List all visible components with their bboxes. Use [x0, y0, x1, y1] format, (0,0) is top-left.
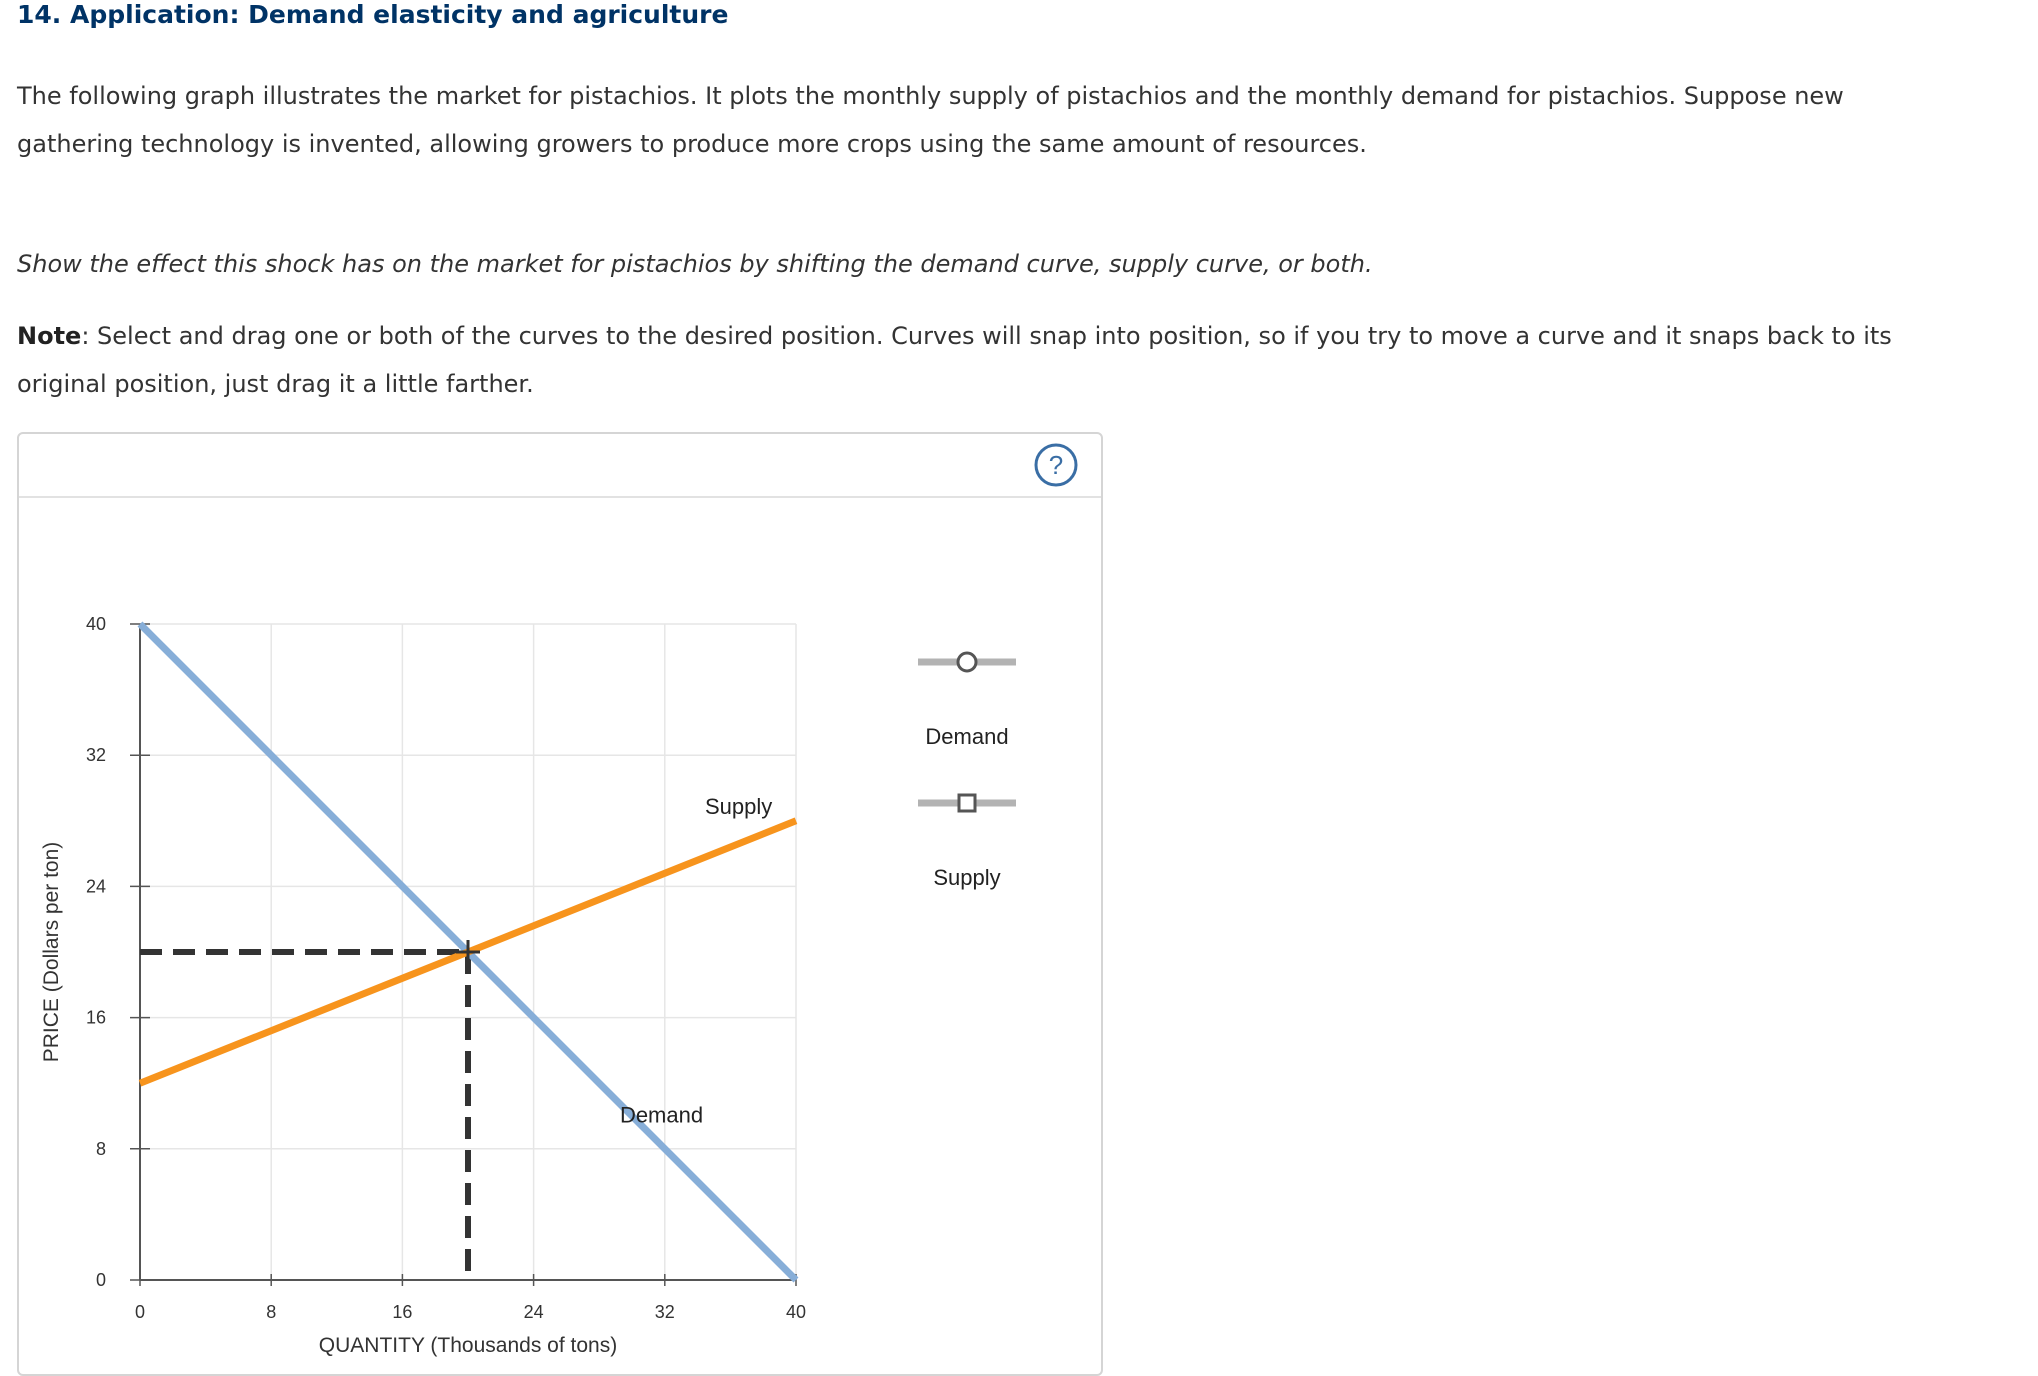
y-tick-label: 24: [85, 876, 106, 897]
y-tick-label: 16: [85, 1007, 106, 1028]
x-tick-label: 32: [654, 1302, 675, 1322]
supply-curve-label: Supply: [704, 794, 773, 820]
note-text: : Select and drag one or both of the curves to the desired position. Curves will snap into position, so if you try to move a curve and it snaps back to its original position, just drag it a little farther.: [17, 322, 1892, 398]
y-tick-label: 40: [85, 614, 106, 634]
legend-supply-square-marker[interactable]: [959, 795, 975, 811]
legend-demand-label: Demand: [925, 724, 1009, 749]
x-tick-label: 40: [785, 1302, 807, 1322]
help-icon-glyph: ?: [1048, 450, 1064, 480]
question-intro: The following graph illustrates the market for pistachios. It plots the monthly supply of pistachios and the monthly demand for pistachios. Suppose new gathering technology is invented, allowing growers to produce more crops using the same amount of resources.: [17, 82, 1844, 158]
x-tick-label: 0: [134, 1302, 146, 1322]
y-axis-title: PRICE (Dollars per ton): [40, 841, 63, 1063]
y-tick-label: 8: [95, 1138, 106, 1159]
x-axis-title: QUANTITY (Thousands of tons): [318, 1334, 618, 1357]
demand-curve-label: Demand: [619, 1102, 704, 1128]
y-tick-label: 0: [95, 1270, 106, 1290]
x-tick-label: 24: [523, 1302, 544, 1322]
legend-demand-circle-marker[interactable]: [958, 653, 976, 671]
x-tick-label: 8: [266, 1302, 277, 1322]
question-heading: 14. Application: Demand elasticity and agriculture: [17, 0, 729, 29]
y-tick-label: 32: [85, 745, 106, 766]
note-label: Note: [17, 322, 82, 350]
x-tick-label: 16: [392, 1302, 413, 1322]
question-instruction: Show the effect this shock has on the market for pistachios by shifting the demand curve, supply curve, or both.: [17, 250, 1373, 278]
legend-supply-label: Supply: [933, 865, 1001, 890]
